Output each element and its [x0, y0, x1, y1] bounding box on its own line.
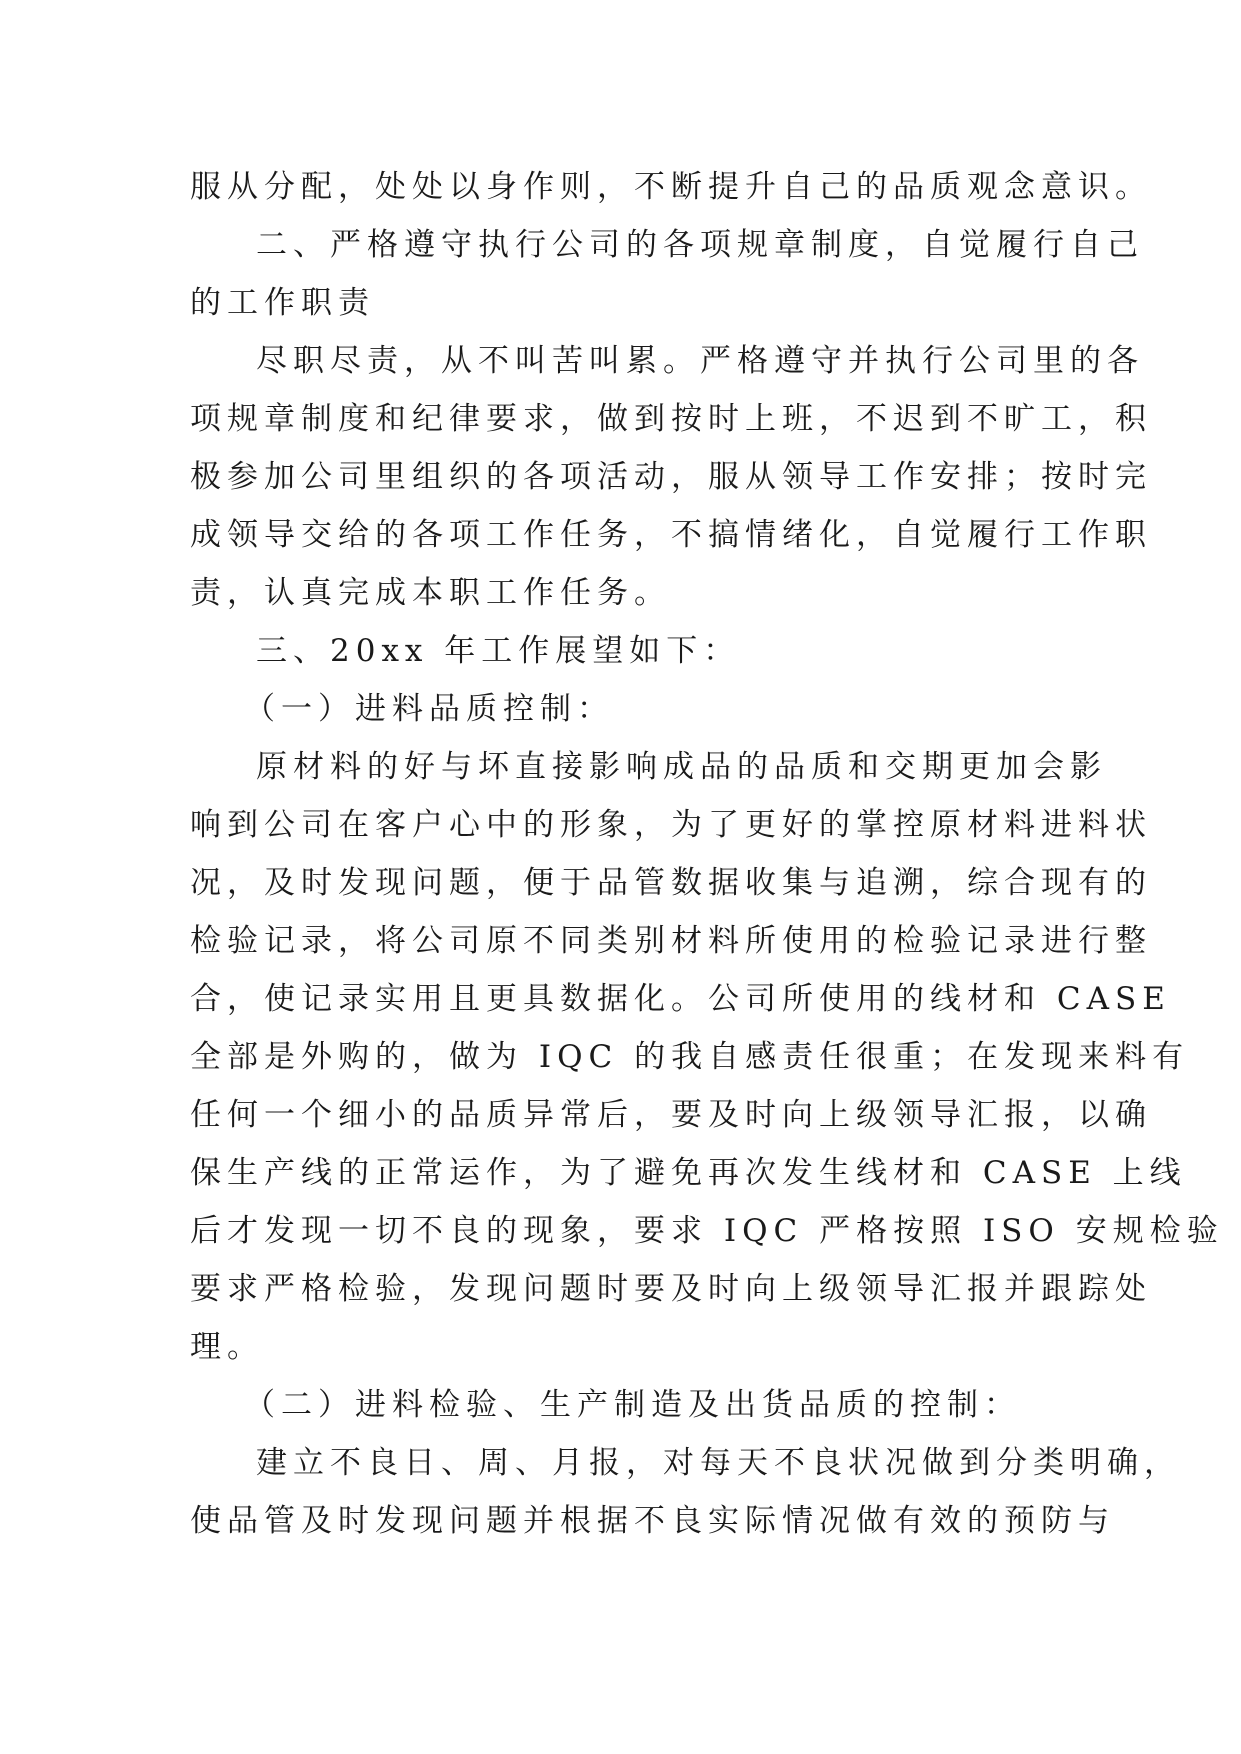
- section-heading-continued: 的工作职责: [190, 285, 375, 321]
- paragraph-line: 尽职尽责，从不叫苦叫累。严格遵守并执行公司里的各: [256, 343, 1144, 379]
- paragraph-line: 建立不良日、周、月报，对每天不良状况做到分类明确，: [256, 1445, 1181, 1481]
- paragraph-line: 况，及时发现问题，便于品管数据收集与追溯，综合现有的: [190, 865, 1152, 901]
- paragraph-line: 合，使记录实用且更具数据化。公司所使用的线材和 CASE: [190, 981, 1171, 1017]
- paragraph-line: 理。: [190, 1329, 264, 1365]
- section-heading: 三、20xx 年工作展望如下：: [256, 633, 741, 669]
- paragraph-line: 责，认真完成本职工作任务。: [190, 575, 671, 611]
- paragraph-line: 检验记录，将公司原不同类别材料所使用的检验记录进行整: [190, 923, 1152, 959]
- paragraph-line: 使品管及时发现问题并根据不良实际情况做有效的预防与: [190, 1503, 1115, 1539]
- paragraph-line: 原材料的好与坏直接影响成品的品质和交期更加会影: [256, 749, 1107, 785]
- paragraph-line: 成领导交给的各项工作任务，不搞情绪化，自觉履行工作职: [190, 517, 1152, 553]
- subsection-heading: （一）进料品质控制：: [244, 691, 614, 727]
- paragraph-line: 响到公司在客户心中的形象，为了更好的掌控原材料进料状: [190, 807, 1152, 843]
- document-body: [190, 158, 1224, 1550]
- paragraph-line: 后才发现一切不良的现象，要求 IQC 严格按照 ISO 安规检验: [190, 1213, 1224, 1249]
- paragraph-line: 全部是外购的，做为 IQC 的我自感责任很重；在发现来料有: [190, 1039, 1190, 1075]
- paragraph-line: 任何一个细小的品质异常后，要及时向上级领导汇报，以确: [190, 1097, 1152, 1133]
- paragraph-line: 保生产线的正常运作，为了避免再次发生线材和 CASE 上线: [190, 1155, 1187, 1191]
- paragraph-line: 要求严格检验，发现问题时要及时向上级领导汇报并跟踪处: [190, 1271, 1152, 1307]
- section-heading: 二、严格遵守执行公司的各项规章制度，自觉履行自己: [256, 227, 1144, 263]
- paragraph-line: 项规章制度和纪律要求，做到按时上班，不迟到不旷工，积: [190, 401, 1152, 437]
- paragraph-line: 服从分配，处处以身作则，不断提升自己的品质观念意识。: [190, 169, 1152, 205]
- paragraph-line: 极参加公司里组织的各项活动，服从领导工作安排；按时完: [190, 459, 1152, 495]
- subsection-heading: （二）进料检验、生产制造及出货品质的控制：: [244, 1387, 1021, 1423]
